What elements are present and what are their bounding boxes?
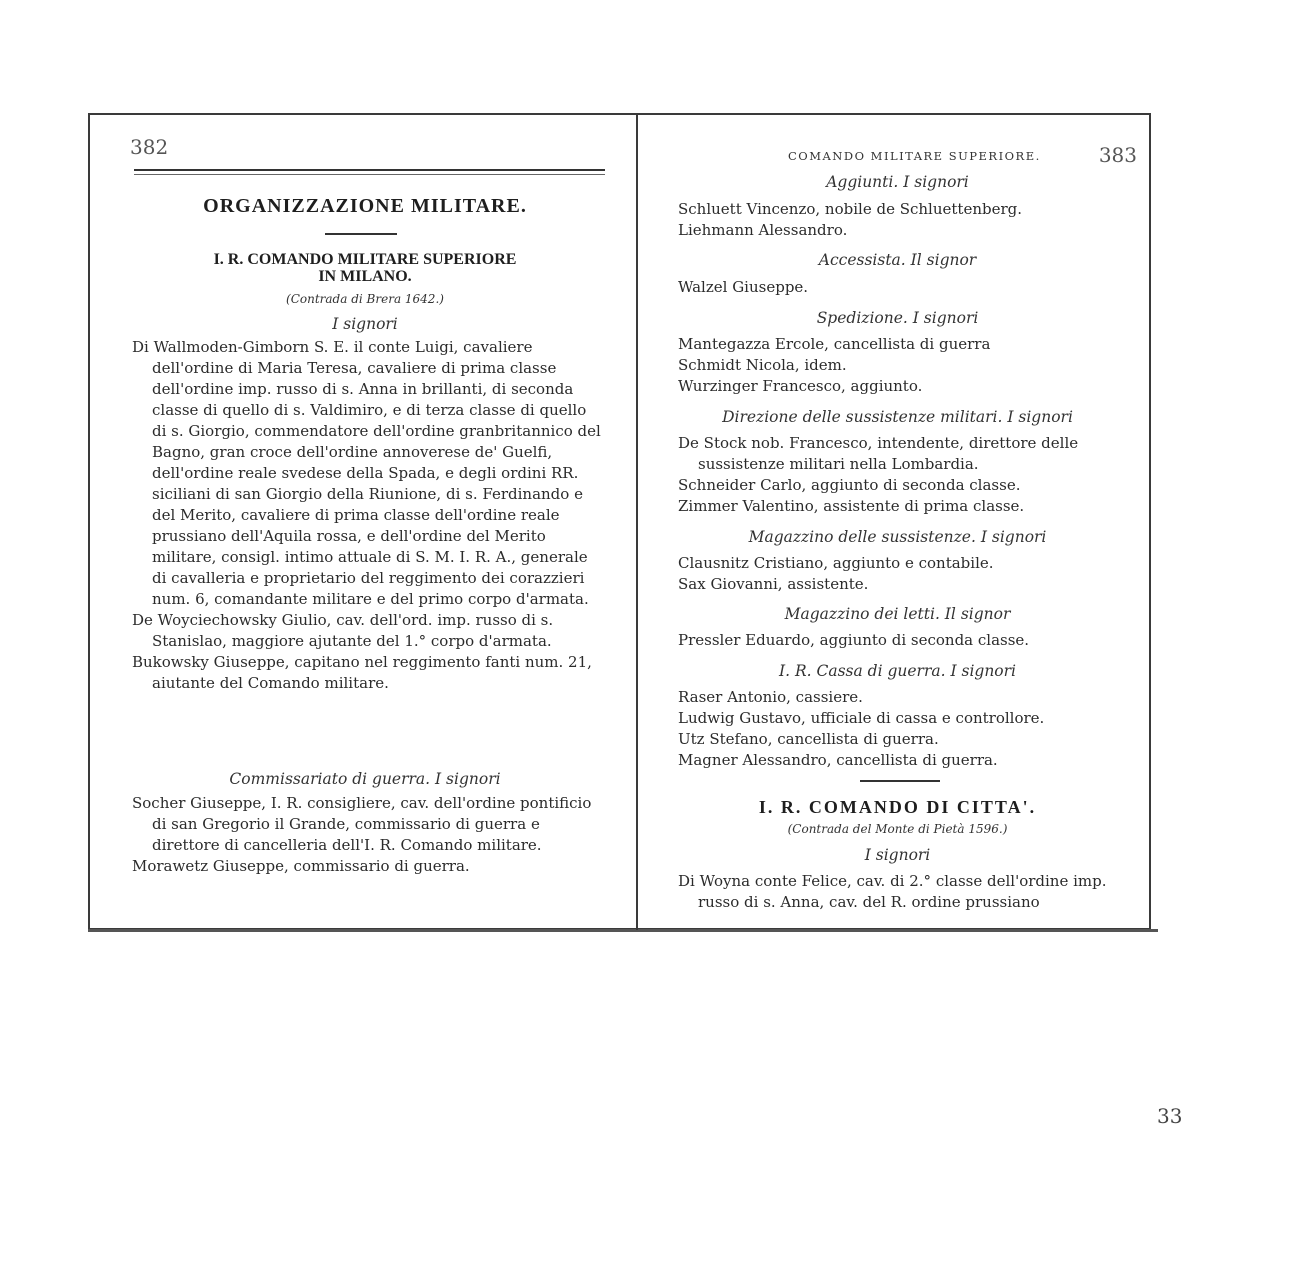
gutter-divider	[636, 113, 638, 930]
subhead-commissariato: Commissariato di guerra. I signori	[229, 770, 501, 788]
entry: Pressler Eduardo, aggiunto di seconda classe.	[678, 631, 1030, 649]
right-page	[650, 115, 1145, 927]
entries-aggiunti	[678, 199, 1145, 241]
footer-page-number: 33	[1157, 1104, 1183, 1128]
subhead-magazzino: Magazzino delle sussistenze. I signori	[748, 528, 1047, 546]
entries-spedizione	[678, 334, 1145, 397]
main-title: ORGANIZZAZIONE MILITARE.	[203, 195, 527, 217]
subhead-citta: I signori	[864, 846, 931, 864]
entry: Schmidt Nicola, idem.	[678, 356, 847, 374]
entry: Schneider Carlo, aggiunto di seconda classe.	[678, 476, 1021, 494]
entry: Raser Antonio, cassiere.	[678, 688, 863, 706]
entry: De Woyciechowsky Giulio, cav. dell'ord. imp. russo di s. Stanislao, maggiore ajutante del 1.° corpo d'armata.	[132, 611, 554, 650]
entries-magazzino	[678, 553, 1145, 595]
frame-bottom-edge	[88, 929, 1158, 932]
section-address: (Contrada di Brera 1642.)	[286, 292, 444, 306]
entry: Sax Giovanni, assistente.	[678, 575, 869, 593]
section-rule	[860, 780, 940, 782]
entry: Walzel Giuseppe.	[678, 278, 809, 296]
subhead-accessista: Accessista. Il signor	[818, 251, 977, 269]
entry: Zimmer Valentino, assistente di prima classe.	[678, 497, 1025, 515]
header-double-rule	[134, 169, 605, 178]
entry: Bukowsky Giuseppe, capitano nel reggimento fanti num. 21, aiutante del Comando militare.	[132, 653, 592, 692]
subhead-aggiunti: Aggiunti. I signori	[826, 173, 969, 191]
citta-address: (Contrada del Monte di Pietà 1596.)	[787, 822, 1008, 836]
entry: Schluett Vincenzo, nobile de Schluettenberg.	[678, 200, 1022, 218]
entries-letti	[678, 630, 1145, 651]
title-rule	[325, 233, 397, 235]
entry: Di Wallmoden-Gimborn S. E. il conte Luigi, cavaliere dell'ordine di Maria Teresa, cavaliere di prima classe dell'ordine imp. russo di s. Anna in brillanti, di seconda classe di quello di s. Valdimiro, e di terza classe di quello di s. Giorgio, commendatore dell'ordine granbritannico del Bagno, gran croce dell'ordine annoverese de' Guelfi, dell'ordine reale svedese della Spada, e degli ordini RR. siciliani di san Giorgio della Riunione, di s. Ferdinando e del Merito, cavaliere di prima classe dell'ordine reale prussiano dell'Aquila rossa, e dell'ordine del Merito militare, consigl. intimo attuale di S. M. I. R. A., generale di cavalleria e proprietario del reggimento dei corazzieri num. 6, comandante militare e del primo corpo d'armata.	[132, 338, 601, 608]
subhead-spedizione: Spedizione. I signori	[816, 309, 979, 327]
section-title-citta: I. R. COMANDO DI CITTA'.	[758, 797, 1037, 817]
subhead-letti: Magazzino dei letti. Il signor	[784, 605, 1011, 623]
entry: Di Woyna conte Felice, cav. di 2.° classe dell'ordine imp. russo di s. Anna, cav. del R. ordine prussiano	[678, 872, 1107, 911]
section-title-line1: I. R. COMANDO MILITARE SUPERIORE	[213, 251, 517, 268]
subhead-signori: I signori	[332, 315, 398, 333]
section-title-line2: IN MILANO.	[318, 268, 412, 285]
running-head: COMANDO MILITARE SUPERIORE.	[788, 149, 1041, 163]
subhead-cassa: I. R. Cassa di guerra. I signori	[778, 662, 1017, 680]
left-page-number: 382	[130, 135, 169, 159]
entry: Mantegazza Ercole, cancellista di guerra	[678, 335, 991, 353]
entry: Socher Giuseppe, I. R. consigliere, cav. dell'ordine pontificio di san Gregorio il Grande, commissario di guerra e direttore di cancelleria dell'I. R. Comando militare.	[132, 794, 592, 854]
entries-commissariato	[132, 793, 602, 877]
entry: Liehmann Alessandro.	[678, 221, 848, 239]
entry: Wurzinger Francesco, aggiunto.	[678, 377, 923, 395]
entry: Ludwig Gustavo, ufficiale di cassa e controllore.	[678, 709, 1045, 727]
left-page	[100, 115, 630, 927]
entry: Clausnitz Cristiano, aggiunto e contabile.	[678, 554, 994, 572]
entries-cassa	[678, 687, 1145, 771]
entries-citta	[678, 871, 1145, 913]
entry: Morawetz Giuseppe, commissario di guerra.	[132, 857, 470, 875]
right-page-number: 383	[1098, 143, 1137, 167]
entry: De Stock nob. Francesco, intendente, direttore delle sussistenze militari nella Lombardia.	[678, 434, 1079, 473]
entry: Magner Alessandro, cancellista di guerra.	[678, 751, 998, 769]
entries-staff	[132, 337, 602, 694]
subhead-direzione: Direzione delle sussistenze militari. I signori	[722, 408, 1073, 426]
entries-direzione	[678, 433, 1145, 517]
entries-accessista	[678, 277, 1145, 298]
entry: Utz Stefano, cancellista di guerra.	[678, 730, 939, 748]
